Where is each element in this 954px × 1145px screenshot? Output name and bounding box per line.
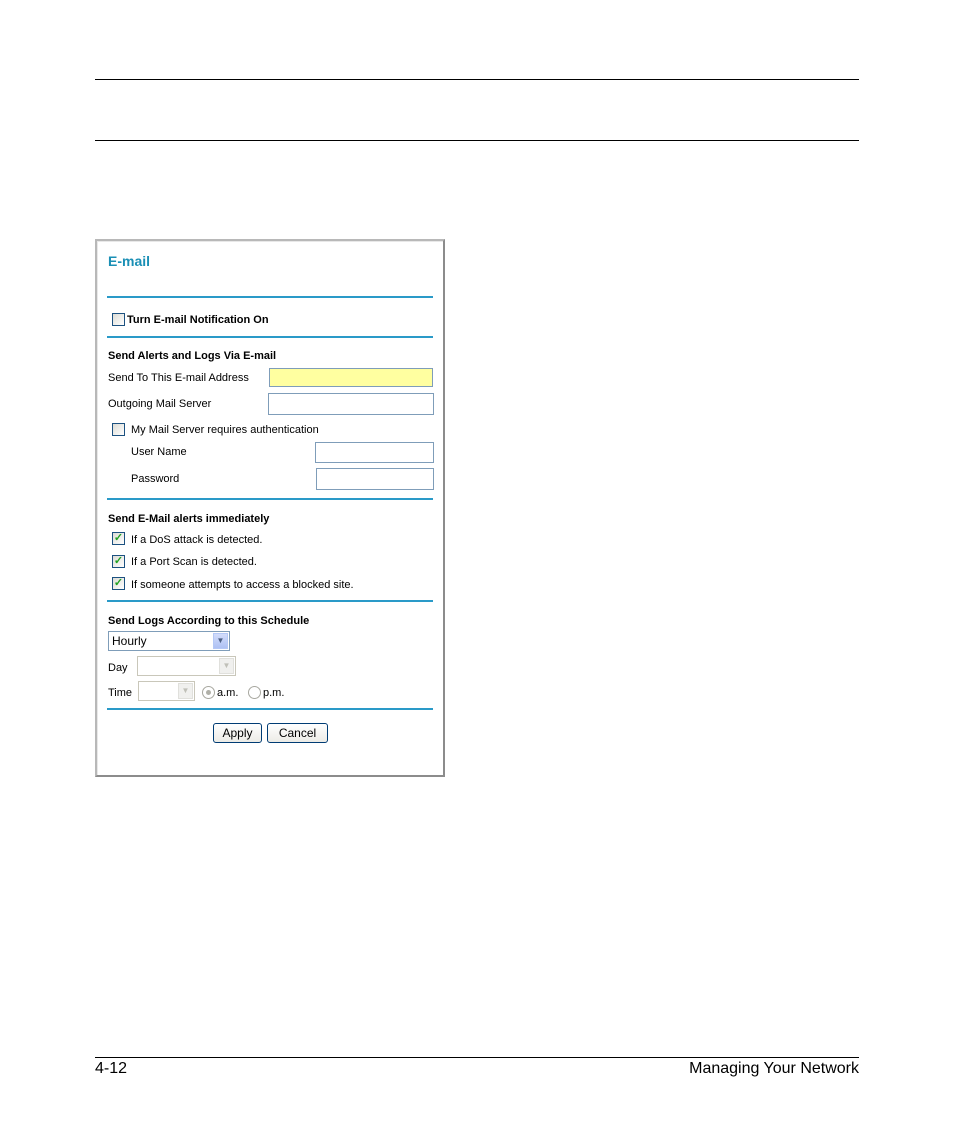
cancel-button[interactable]: Cancel — [267, 723, 328, 743]
divider — [107, 498, 433, 500]
header-rule-top — [95, 79, 859, 80]
footer-rule — [95, 1057, 859, 1058]
panel-title: E-mail — [108, 253, 151, 269]
page-number: 4-12 — [95, 1060, 128, 1077]
apply-button[interactable]: Apply — [213, 723, 262, 743]
time-label: Time — [108, 687, 133, 699]
immediate-section-heading: Send E-Mail alerts immediately — [108, 513, 270, 525]
divider — [107, 296, 433, 298]
schedule-section-heading: Send Logs According to this Schedule — [108, 615, 310, 627]
password-label: Password — [131, 473, 180, 485]
day-label: Day — [108, 662, 128, 674]
check-icon: ✓ — [113, 555, 124, 567]
username-input[interactable] — [315, 442, 434, 463]
portscan-alert-checkbox[interactable] — [112, 555, 125, 568]
portscan-alert-label: If a Port Scan is detected. — [131, 556, 257, 568]
dos-alert-checkbox[interactable] — [112, 532, 125, 545]
send-to-email-input[interactable] — [269, 368, 433, 387]
blocked-site-alert-checkbox[interactable] — [112, 577, 125, 590]
dos-alert-label: If a DoS attack is detected. — [131, 534, 263, 546]
auth-label: My Mail Server requires authentication — [131, 424, 319, 436]
pm-label: p.m. — [263, 687, 285, 699]
divider — [107, 708, 433, 710]
am-label: a.m. — [217, 687, 239, 699]
email-settings-panel — [95, 239, 445, 777]
radio-dot-icon — [206, 690, 211, 695]
time-select[interactable] — [138, 681, 195, 701]
chevron-down-icon[interactable]: ▼ — [178, 683, 193, 699]
chevron-down-icon[interactable]: ▼ — [213, 633, 228, 649]
schedule-select[interactable] — [108, 631, 230, 651]
divider — [107, 336, 433, 338]
check-icon: ✓ — [113, 577, 124, 589]
check-icon: ✓ — [113, 532, 124, 544]
chevron-down-icon[interactable]: ▼ — [219, 658, 234, 674]
send-to-label: Send To This E-mail Address — [108, 372, 249, 384]
notify-label: Turn E-mail Notification On — [127, 314, 269, 326]
alerts-section-heading: Send Alerts and Logs Via E-mail — [108, 350, 277, 362]
divider — [107, 600, 433, 602]
blocked-site-alert-label: If someone attempts to access a blocked site. — [131, 579, 354, 591]
mail-server-input[interactable] — [268, 393, 434, 415]
notify-checkbox[interactable] — [112, 313, 125, 326]
chapter-title: Managing Your Network — [689, 1060, 859, 1077]
username-label: User Name — [131, 446, 187, 458]
am-radio[interactable] — [202, 686, 215, 699]
header-rule-bottom — [95, 140, 859, 141]
pm-radio[interactable] — [248, 686, 261, 699]
day-select[interactable] — [137, 656, 236, 676]
auth-checkbox[interactable] — [112, 423, 125, 436]
mail-server-label: Outgoing Mail Server — [108, 398, 212, 410]
password-input[interactable] — [316, 468, 434, 490]
schedule-select-value: Hourly — [112, 634, 147, 648]
